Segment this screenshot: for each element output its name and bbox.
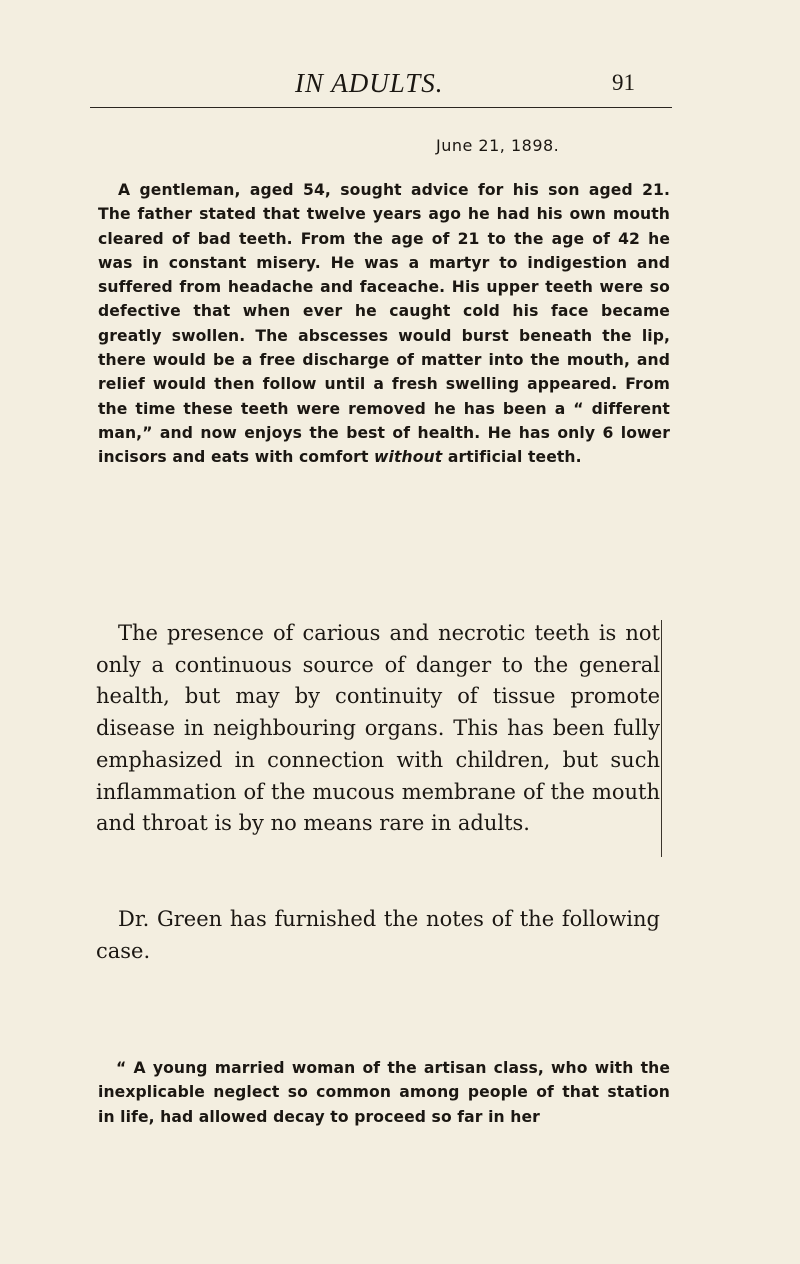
main-paragraph-carious-teeth: The presence of carious and necrotic teeth is not only a continuous source of danger to the general health, but may by continuity of tissue promote disease in neighbouring organs. This has been fully emphasized in connection with children, but such inflammation of the mucous membrane of the mouth and throat is by no means rare in adults. <box>96 621 660 836</box>
case-letter-paragraph <box>98 178 670 470</box>
main-paragraph-dr-green: Dr. Green has furnished the notes of the following case. <box>96 907 660 963</box>
page-number: 91 <box>612 70 635 95</box>
quoted-case-paragraph: “ A young married woman of the artisan class, who with the inexplicable neglect so common among people of that station in life, had allowed decay to proceed so far in her <box>98 1059 670 1126</box>
emphasis-without: without <box>374 448 443 467</box>
header-rule <box>90 107 672 108</box>
case-letter-ending: artificial teeth. <box>447 448 582 467</box>
margin-rule <box>661 620 662 857</box>
case-letter-text: A gentleman, aged 54, sought advice for his son aged 21. The father stated that twelve years ago he had his own mouth cleared of bad teeth. From the age of 21 to the age of 42 he was in constant misery. He was a martyr to indigestion and suffered from headache and faceache. His upper teeth were so defective that when ever he caught cold his face became greatly swollen. The abscesses would burst beneath the lip, there would be a free discharge of matter into the mouth, and relief would then follow until a fresh swelling appeared. From the time these teeth were removed he has been a “ different man,” and now enjoys the best of health. He has only 6 lower incisors and eats with comfort <box>98 181 670 467</box>
letter-date: June 21, 1898. <box>436 136 560 155</box>
running-head: IN ADULTS. <box>295 68 444 98</box>
